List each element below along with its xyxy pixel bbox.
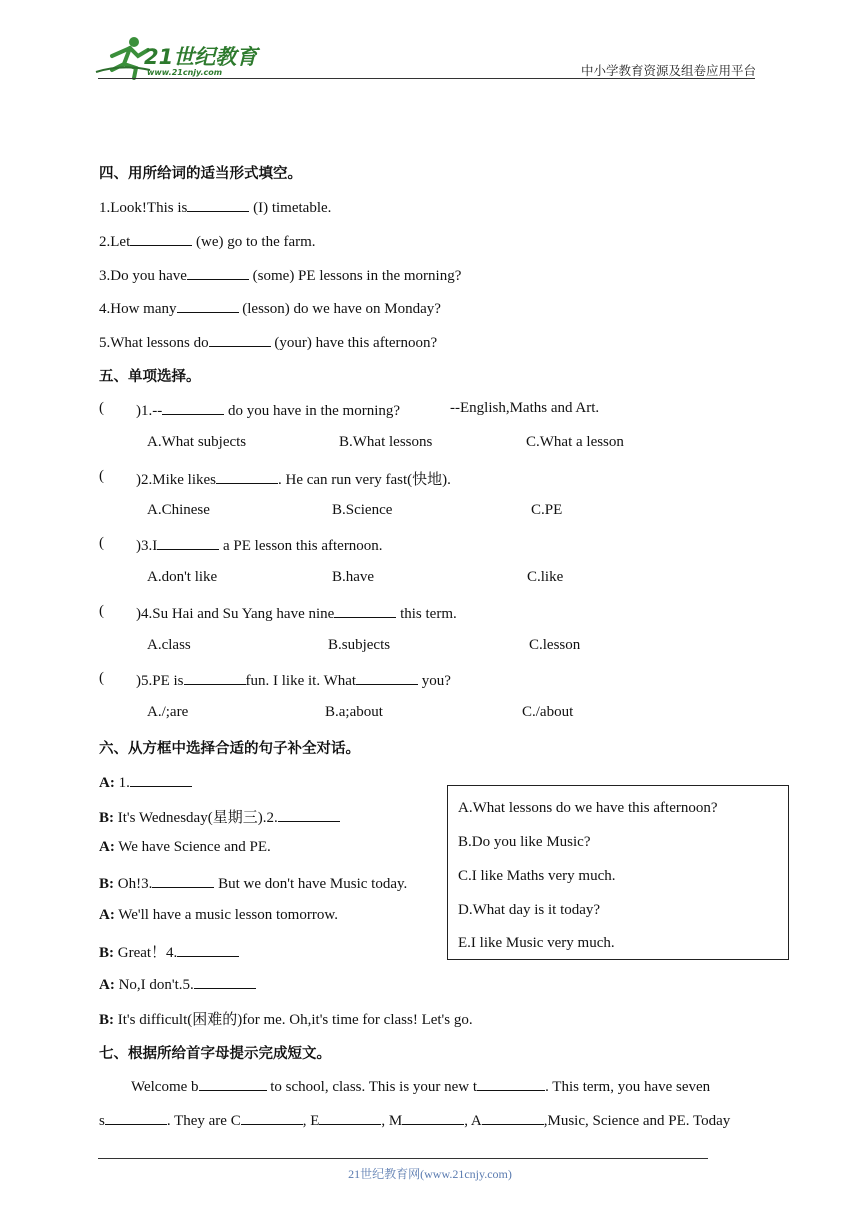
header-platform-text: 中小学教育资源及组卷应用平台 (580, 64, 756, 78)
box-option-c: C.I like Maths very much. (458, 868, 616, 884)
s4-item-2: 2.Let (we) go to the farm. (99, 231, 316, 251)
dialog-line: A: No,I don't.5. (99, 974, 256, 994)
s5-q2: )2.Mike likes . He can run very fast(快地). (136, 468, 451, 489)
box-option-a: A.What lessons do we have this afternoon? (458, 800, 718, 816)
answer-blank (105, 1110, 167, 1125)
s5-q2-option-b: B.Science (332, 502, 393, 518)
paren-open: ( (99, 603, 104, 619)
s5-q5-option-b: B.a;about (325, 704, 383, 720)
s5-q1-option-c: C.What a lesson (526, 434, 624, 450)
options-box (447, 785, 789, 960)
passage-line-1: Welcome b to school, class. This is your new t . This term, you have seven (131, 1076, 710, 1096)
answer-blank (199, 1076, 267, 1091)
answer-blank (402, 1110, 464, 1125)
answer-blank (162, 400, 224, 415)
section4-title: 四、用所给词的适当形式填空。 (99, 166, 302, 182)
s5-q4-option-a: A.class (147, 637, 191, 653)
runner-icon (96, 37, 150, 78)
answer-blank (278, 807, 340, 822)
header-divider (98, 78, 755, 79)
answer-blank (319, 1110, 381, 1125)
s4-item-3: 3.Do you have (some) PE lessons in the morning? (99, 265, 461, 285)
answer-blank (209, 332, 271, 347)
answer-blank (184, 670, 246, 685)
box-option-e: E.I like Music very much. (458, 935, 615, 951)
s5-q1-option-b: B.What lessons (339, 434, 433, 450)
s5-q3: )3.I a PE lesson this afternoon. (136, 535, 383, 555)
answer-blank (157, 535, 219, 550)
dialog-line: A: We'll have a music lesson tomorrow. (99, 907, 338, 923)
dialog-line: B: It's Wednesday(星期三).2. (99, 806, 340, 827)
s5-q5-option-c: C./about (522, 704, 574, 720)
section7-title: 七、根据所给首字母提示完成短文。 (99, 1046, 331, 1062)
s5-q4: )4.Su Hai and Su Yang have nine this term. (136, 603, 457, 623)
s5-q1-response: --English,Maths and Art. (450, 400, 600, 416)
s4-item-4: 4.How many (lesson) do we have on Monday? (99, 298, 441, 318)
footer-divider (98, 1158, 708, 1159)
answer-blank (334, 603, 396, 618)
section6-title: 六、从方框中选择合适的句子补全对话。 (99, 741, 360, 757)
s5-q4-option-c: C.lesson (529, 637, 581, 653)
s4-item-5: 5.What lessons do (your) have this afternoon? (99, 332, 437, 352)
s5-q5: )5.PE is fun. I like it. What you? (136, 670, 451, 690)
answer-blank (130, 772, 192, 787)
passage-line-2: s . They are C , E , M , A ,Music, Science and PE. Today (99, 1110, 730, 1130)
site-logo (92, 34, 262, 80)
dialog-line: B: Oh!3. But we don't have Music today. (99, 873, 407, 893)
answer-blank (177, 942, 239, 957)
section5-title: 五、单项选择。 (99, 369, 201, 385)
answer-blank (477, 1076, 545, 1091)
s4-item-1: 1.Look!This is (I) timetable. (99, 197, 331, 217)
answer-blank (177, 298, 239, 313)
answer-blank (187, 265, 249, 280)
s5-q2-option-c: C.PE (531, 502, 563, 518)
logo-url: www.21cnjy.com (147, 68, 223, 77)
s5-q4-option-b: B.subjects (328, 637, 391, 653)
dialog-line: A: We have Science and PE. (99, 839, 271, 855)
box-option-d: D.What day is it today? (458, 902, 601, 918)
answer-blank (216, 469, 278, 484)
paren-open: ( (99, 400, 104, 416)
answer-blank (356, 670, 418, 685)
footer-text: 21世纪教育网(www.21cnjy.com) (348, 1167, 512, 1181)
dialog-line: A: 1. (99, 772, 192, 792)
paren-open: ( (99, 535, 104, 551)
paren-open: ( (99, 468, 104, 484)
s5-q3-option-b: B.have (332, 569, 375, 585)
answer-blank (241, 1110, 303, 1125)
dialog-line: B: Great！4. (99, 941, 239, 962)
box-option-b: B.Do you like Music? (458, 834, 591, 850)
answer-blank (482, 1110, 544, 1125)
logo-main: 21世纪教育 (144, 45, 258, 69)
answer-blank (152, 873, 214, 888)
answer-blank (130, 231, 192, 246)
s5-q3-option-a: A.don't like (147, 569, 218, 585)
paren-open: ( (99, 670, 104, 686)
s5-q3-option-c: C.like (527, 569, 564, 585)
s5-q1: )1.-- do you have in the morning? (136, 400, 400, 420)
s5-q5-option-a: A./;are (147, 704, 189, 720)
answer-blank (187, 197, 249, 212)
answer-blank (194, 974, 256, 989)
s5-q2-option-a: A.Chinese (147, 502, 210, 518)
dialog-line: B: It's difficult(困难的)for me. Oh,it's time for class! Let's go. (99, 1012, 473, 1028)
s5-q1-option-a: A.What subjects (147, 434, 247, 450)
